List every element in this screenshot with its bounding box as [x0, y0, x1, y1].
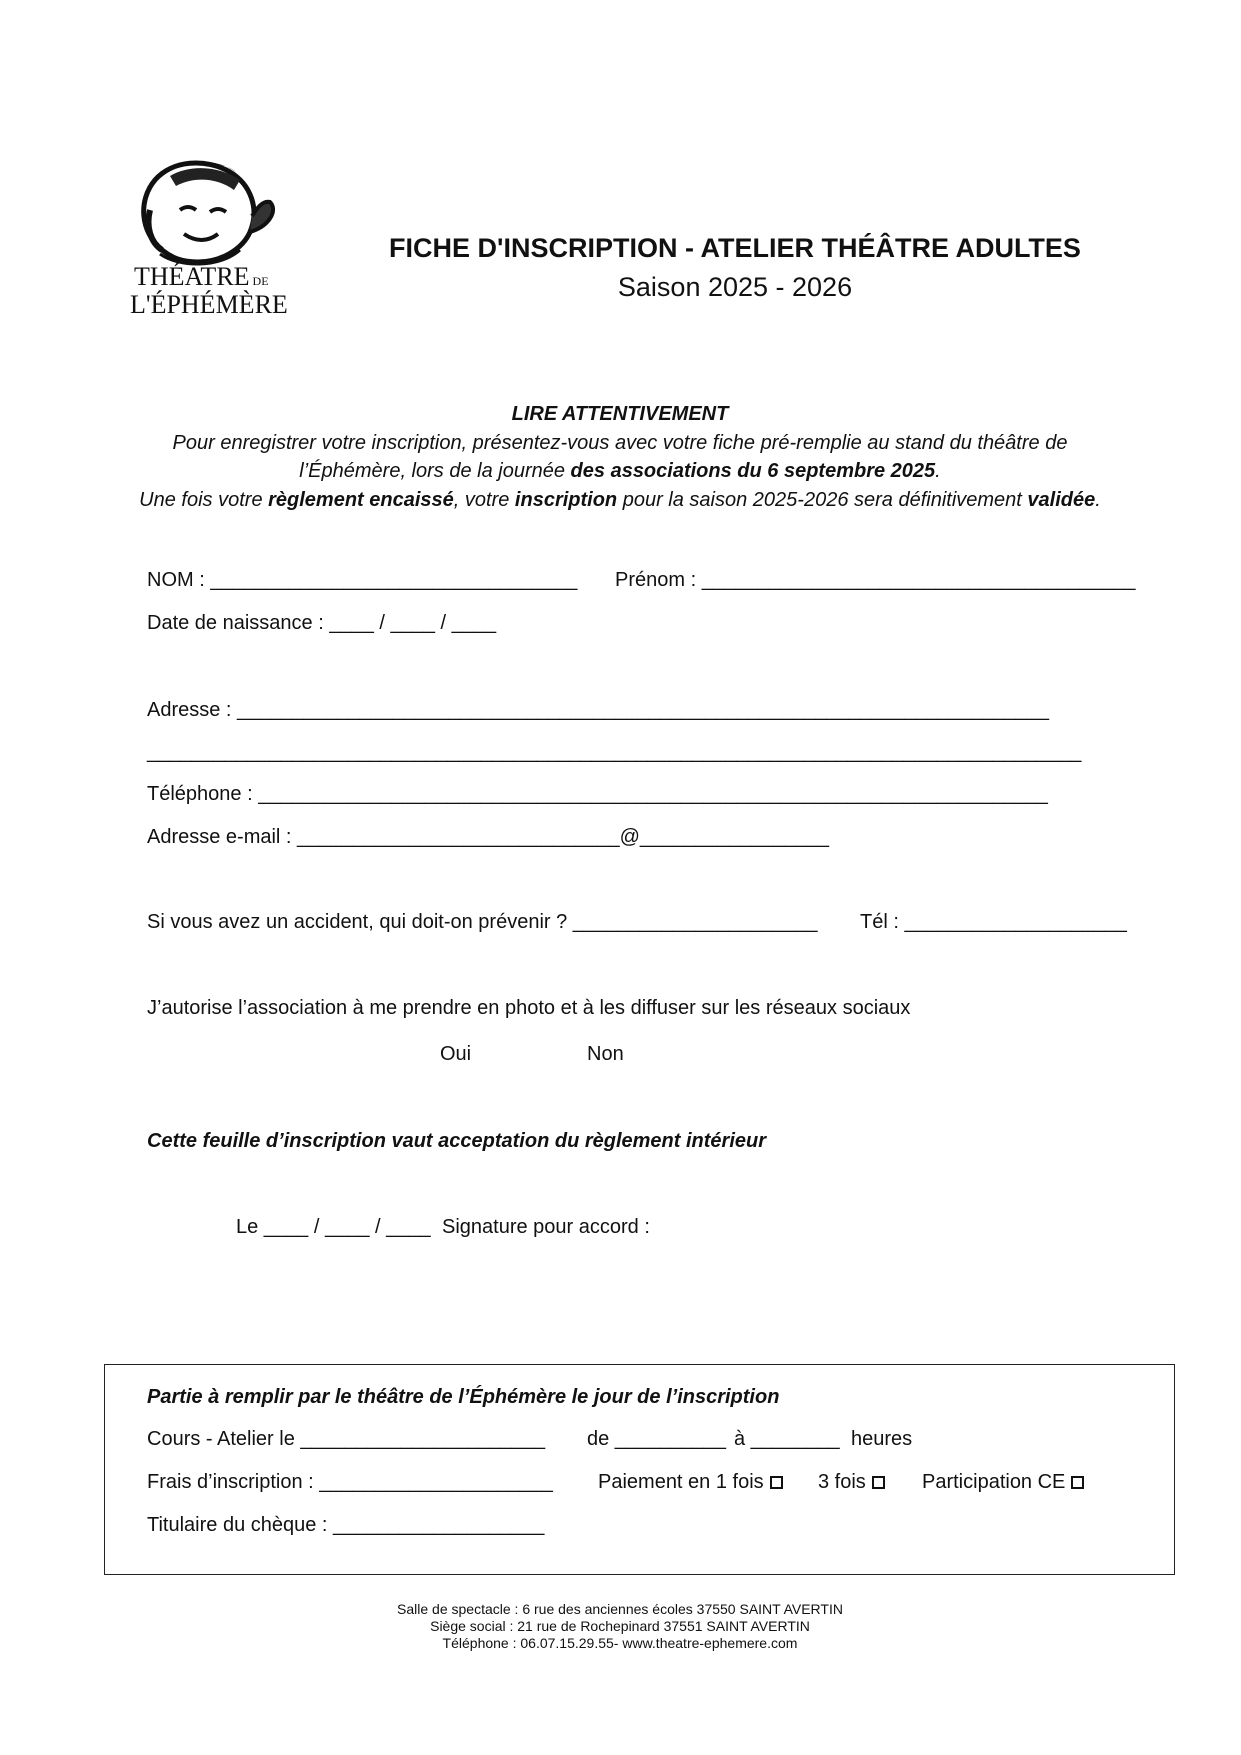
footer — [300, 1601, 940, 1652]
page-subtitle: Saison 2025 - 2026 — [617, 272, 853, 302]
ce-participation-option[interactable]: Participation CE — [922, 1471, 1084, 1494]
checkbox-icon[interactable] — [872, 1476, 885, 1489]
prenom-field[interactable]: Prénom : _______________________________________ — [615, 569, 1136, 591]
consent-non[interactable]: Non — [587, 1043, 624, 1065]
cheque-holder-field[interactable]: Titulaire du chèque : ___________________ — [147, 1514, 545, 1536]
signature-label: Signature pour accord : — [442, 1216, 650, 1238]
address-field[interactable]: Adresse : _________________________________________________________________________ — [147, 699, 1050, 721]
address-line2-field[interactable]: ____________________________________________________________________________________ — [147, 741, 1082, 763]
intro-heading: LIRE ATTENTIVEMENT — [511, 403, 729, 425]
theatre-logo — [110, 150, 310, 325]
photo-consent-text: J’autorise l’association à me prendre en photo et à les diffuser sur les réseaux sociaux — [147, 997, 911, 1019]
phone-field[interactable]: Téléphone : _______________________________________________________________________ — [147, 783, 1048, 805]
course-date-field[interactable]: Cours - Atelier le ______________________ — [147, 1428, 546, 1450]
footer-line2: Siège social : 21 rue de Rochepinard 37551 SAINT AVERTIN — [430, 1618, 810, 1634]
emergency-phone-field[interactable]: Tél : ____________________ — [860, 911, 1127, 933]
birthdate-field[interactable]: Date de naissance : ____ / ____ / ____ — [147, 612, 497, 634]
intro-line3: Une fois votre règlement encaissé, votre inscription pour la saison 2025-2026 sera définitivement validée. — [139, 488, 1101, 511]
theatre-mask-icon — [110, 150, 310, 270]
acceptance-text: Cette feuille d’inscription vaut acceptation du règlement intérieur — [147, 1130, 767, 1152]
emergency-contact-field[interactable]: Si vous avez un accident, qui doit-on prévenir ? ______________________ — [147, 911, 818, 933]
intro-block — [130, 400, 1110, 514]
intro-line1: Pour enregistrer votre inscription, présentez-vous avec votre fiche pré-remplie au stand du théâtre de — [172, 431, 1068, 454]
consent-oui[interactable]: Oui — [440, 1043, 472, 1065]
footer-line1: Salle de spectacle : 6 rue des anciennes écoles 37550 SAINT AVERTIN — [397, 1601, 843, 1617]
fees-field[interactable]: Frais d’inscription : _____________________ — [147, 1471, 553, 1493]
date-field[interactable]: Le ____ / ____ / ____ — [236, 1216, 431, 1238]
page-title: FICHE D'INSCRIPTION - ATELIER THÉÂTRE ADULTES — [389, 233, 1081, 263]
logo-small: DE — [252, 274, 269, 288]
nom-field[interactable]: NOM : _________________________________ — [147, 569, 578, 591]
checkbox-icon[interactable] — [770, 1476, 783, 1489]
course-to-field[interactable]: à ________ — [734, 1428, 840, 1450]
logo-line2: L'ÉPHÉMÈRE — [130, 290, 288, 319]
payment-once-option[interactable]: Paiement en 1 fois — [598, 1471, 783, 1494]
payment-three-option[interactable]: 3 fois — [818, 1471, 885, 1494]
footer-line3: Téléphone : 06.07.15.29.55- www.theatre-ephemere.com — [442, 1635, 798, 1651]
logo-line1: THÉATRE — [134, 262, 250, 291]
email-field[interactable]: Adresse e-mail : _____________________________@_________________ — [147, 826, 830, 848]
checkbox-icon[interactable] — [1071, 1476, 1084, 1489]
intro-line2: l’Éphémère, lors de la journée des associations du 6 septembre 2025. — [299, 460, 941, 482]
course-from-field[interactable]: de __________ — [587, 1428, 727, 1450]
staff-heading: Partie à remplir par le théâtre de l’Éphémère le jour de l’inscription — [147, 1386, 780, 1408]
hours-label: heures — [851, 1428, 913, 1450]
